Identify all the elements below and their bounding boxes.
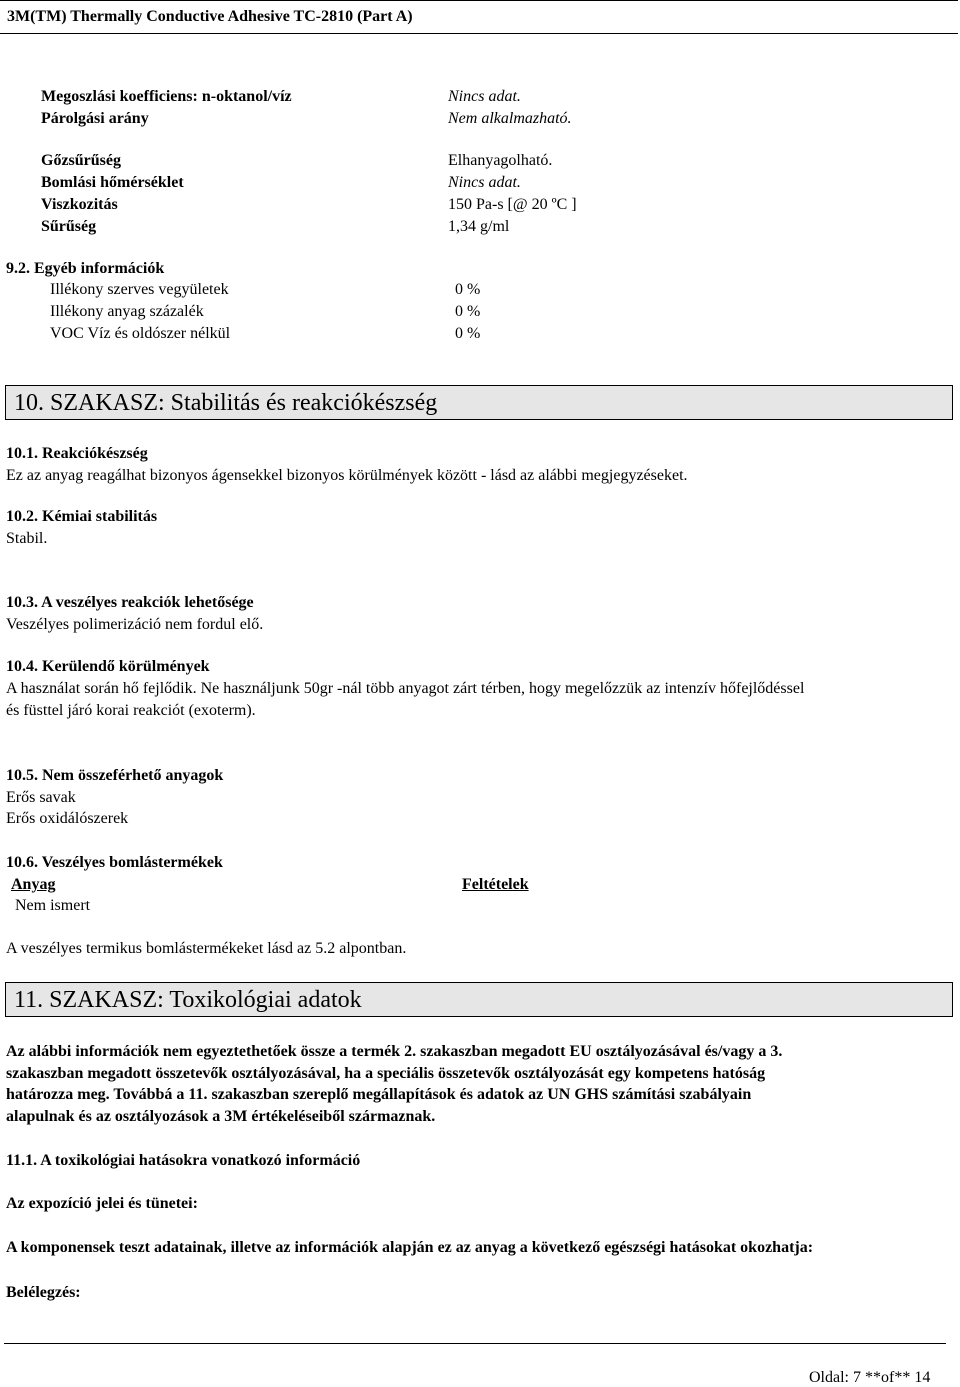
other-info-value: 0 % [455,281,481,298]
subsection-10-4-line: A használat során hő fejlődik. Ne használjunk 50gr -nál több anyagot zárt térben, hogy megelőzzük az intenzív hőfejlődéssel [6,680,805,697]
section-11-intro-line: szakaszban megadott összetevők osztályozásával, ha a speciális összetevők osztályozását egy kompetens hatóság [6,1065,766,1082]
subsection-10-3-text: Veszélyes polimerizáció nem fordul elő. [6,616,264,633]
subsection-10-2-text: Stabil. [6,530,48,547]
property-value: Nincs adat. [448,88,521,105]
section-10-bar [5,385,953,420]
other-info-heading: 9.2. Egyéb információk [6,260,165,277]
subsection-10-3-heading: 10.3. A veszélyes reakciók lehetősége [6,594,254,611]
section-11-intro-line: határozza meg. Továbbá a 11. szakaszban szereplő megállapítások és adatok az UN GHS számítási szabályain [6,1086,752,1103]
property-label: Sűrűség [41,218,97,235]
section-11-intro-line: alapulnak és az osztályozások a 3M értékeléseiből származnak. [6,1108,436,1125]
column-header-substance: Anyag [11,876,56,893]
component-effects-text: A komponensek teszt adatainak, illetve az információk alapján ez az anyag a következő egészségi hatásokat okozhatja: [6,1239,814,1256]
inhalation-heading: Belélegzés: [6,1284,81,1301]
property-value: Nem alkalmazható. [448,110,572,127]
exposure-heading: Az expozíció jelei és tünetei: [6,1195,198,1212]
section-11-title: 11. SZAKASZ: Toxikológiai adatok [14,987,362,1013]
section-10-title: 10. SZAKASZ: Stabilitás és reakciókészség [14,390,438,416]
other-info-label: VOC Víz és oldószer nélkül [50,325,231,342]
incompatible-item: Erős savak [6,789,76,806]
subsection-10-4-line: és füsttel járó korai reakciót (exoterm). [6,702,256,719]
property-label: Viszkozitás [41,196,118,213]
subsection-10-2-heading: 10.2. Kémiai stabilitás [6,508,158,525]
subsection-10-1-text: Ez az anyag reagálhat bizonyos ágensekkel bizonyos körülmények között - lásd az alábbi megjegyzéseket. [6,467,688,484]
footer-rule [4,1343,946,1344]
section-11-intro-line: Az alábbi információk nem egyeztethetőek össze a termék 2. szakaszban megadott EU osztályozásával és/vagy a 3. [6,1043,783,1060]
subsection-10-1-heading: 10.1. Reakciókészség [6,445,148,462]
property-value: Nincs adat. [448,174,521,191]
column-header-conditions: Feltételek [462,876,529,893]
subsection-10-5-heading: 10.5. Nem összeférhető anyagok [6,767,224,784]
page-number: Oldal: 7 **of** 14 [809,1369,931,1386]
property-value: Elhanyagolható. [448,152,553,169]
other-info-value: 0 % [455,325,481,342]
section-11-bar [5,982,953,1017]
subsection-10-4-heading: 10.4. Kerülendő körülmények [6,658,210,675]
decomposition-note: A veszélyes termikus bomlástermékeket lásd az 5.2 alpontban. [6,940,407,957]
property-label: Párolgási arány [41,110,149,127]
subsection-10-6-heading: 10.6. Veszélyes bomlástermékek [6,854,223,871]
document-title: 3M(TM) Thermally Conductive Adhesive TC-2810 (Part A) [7,8,413,25]
subsection-11-1-heading: 11.1. A toxikológiai hatásokra vonatkozó információ [6,1152,361,1169]
other-info-label: Illékony anyag százalék [50,303,204,320]
property-label: Bomlási hőmérséklet [41,174,184,191]
decomposition-substance: Nem ismert [15,897,91,914]
property-value: 1,34 g/ml [448,218,510,235]
other-info-value: 0 % [455,303,481,320]
property-label: Gőzsűrűség [41,152,121,169]
incompatible-item: Erős oxidálószerek [6,810,129,827]
other-info-label: Illékony szerves vegyületek [50,281,229,298]
property-label: Megoszlási koefficiens: n-oktanol/víz [41,88,292,105]
property-value: 150 Pa-s [@ 20 ºC ] [448,196,577,213]
document-header [0,0,958,34]
